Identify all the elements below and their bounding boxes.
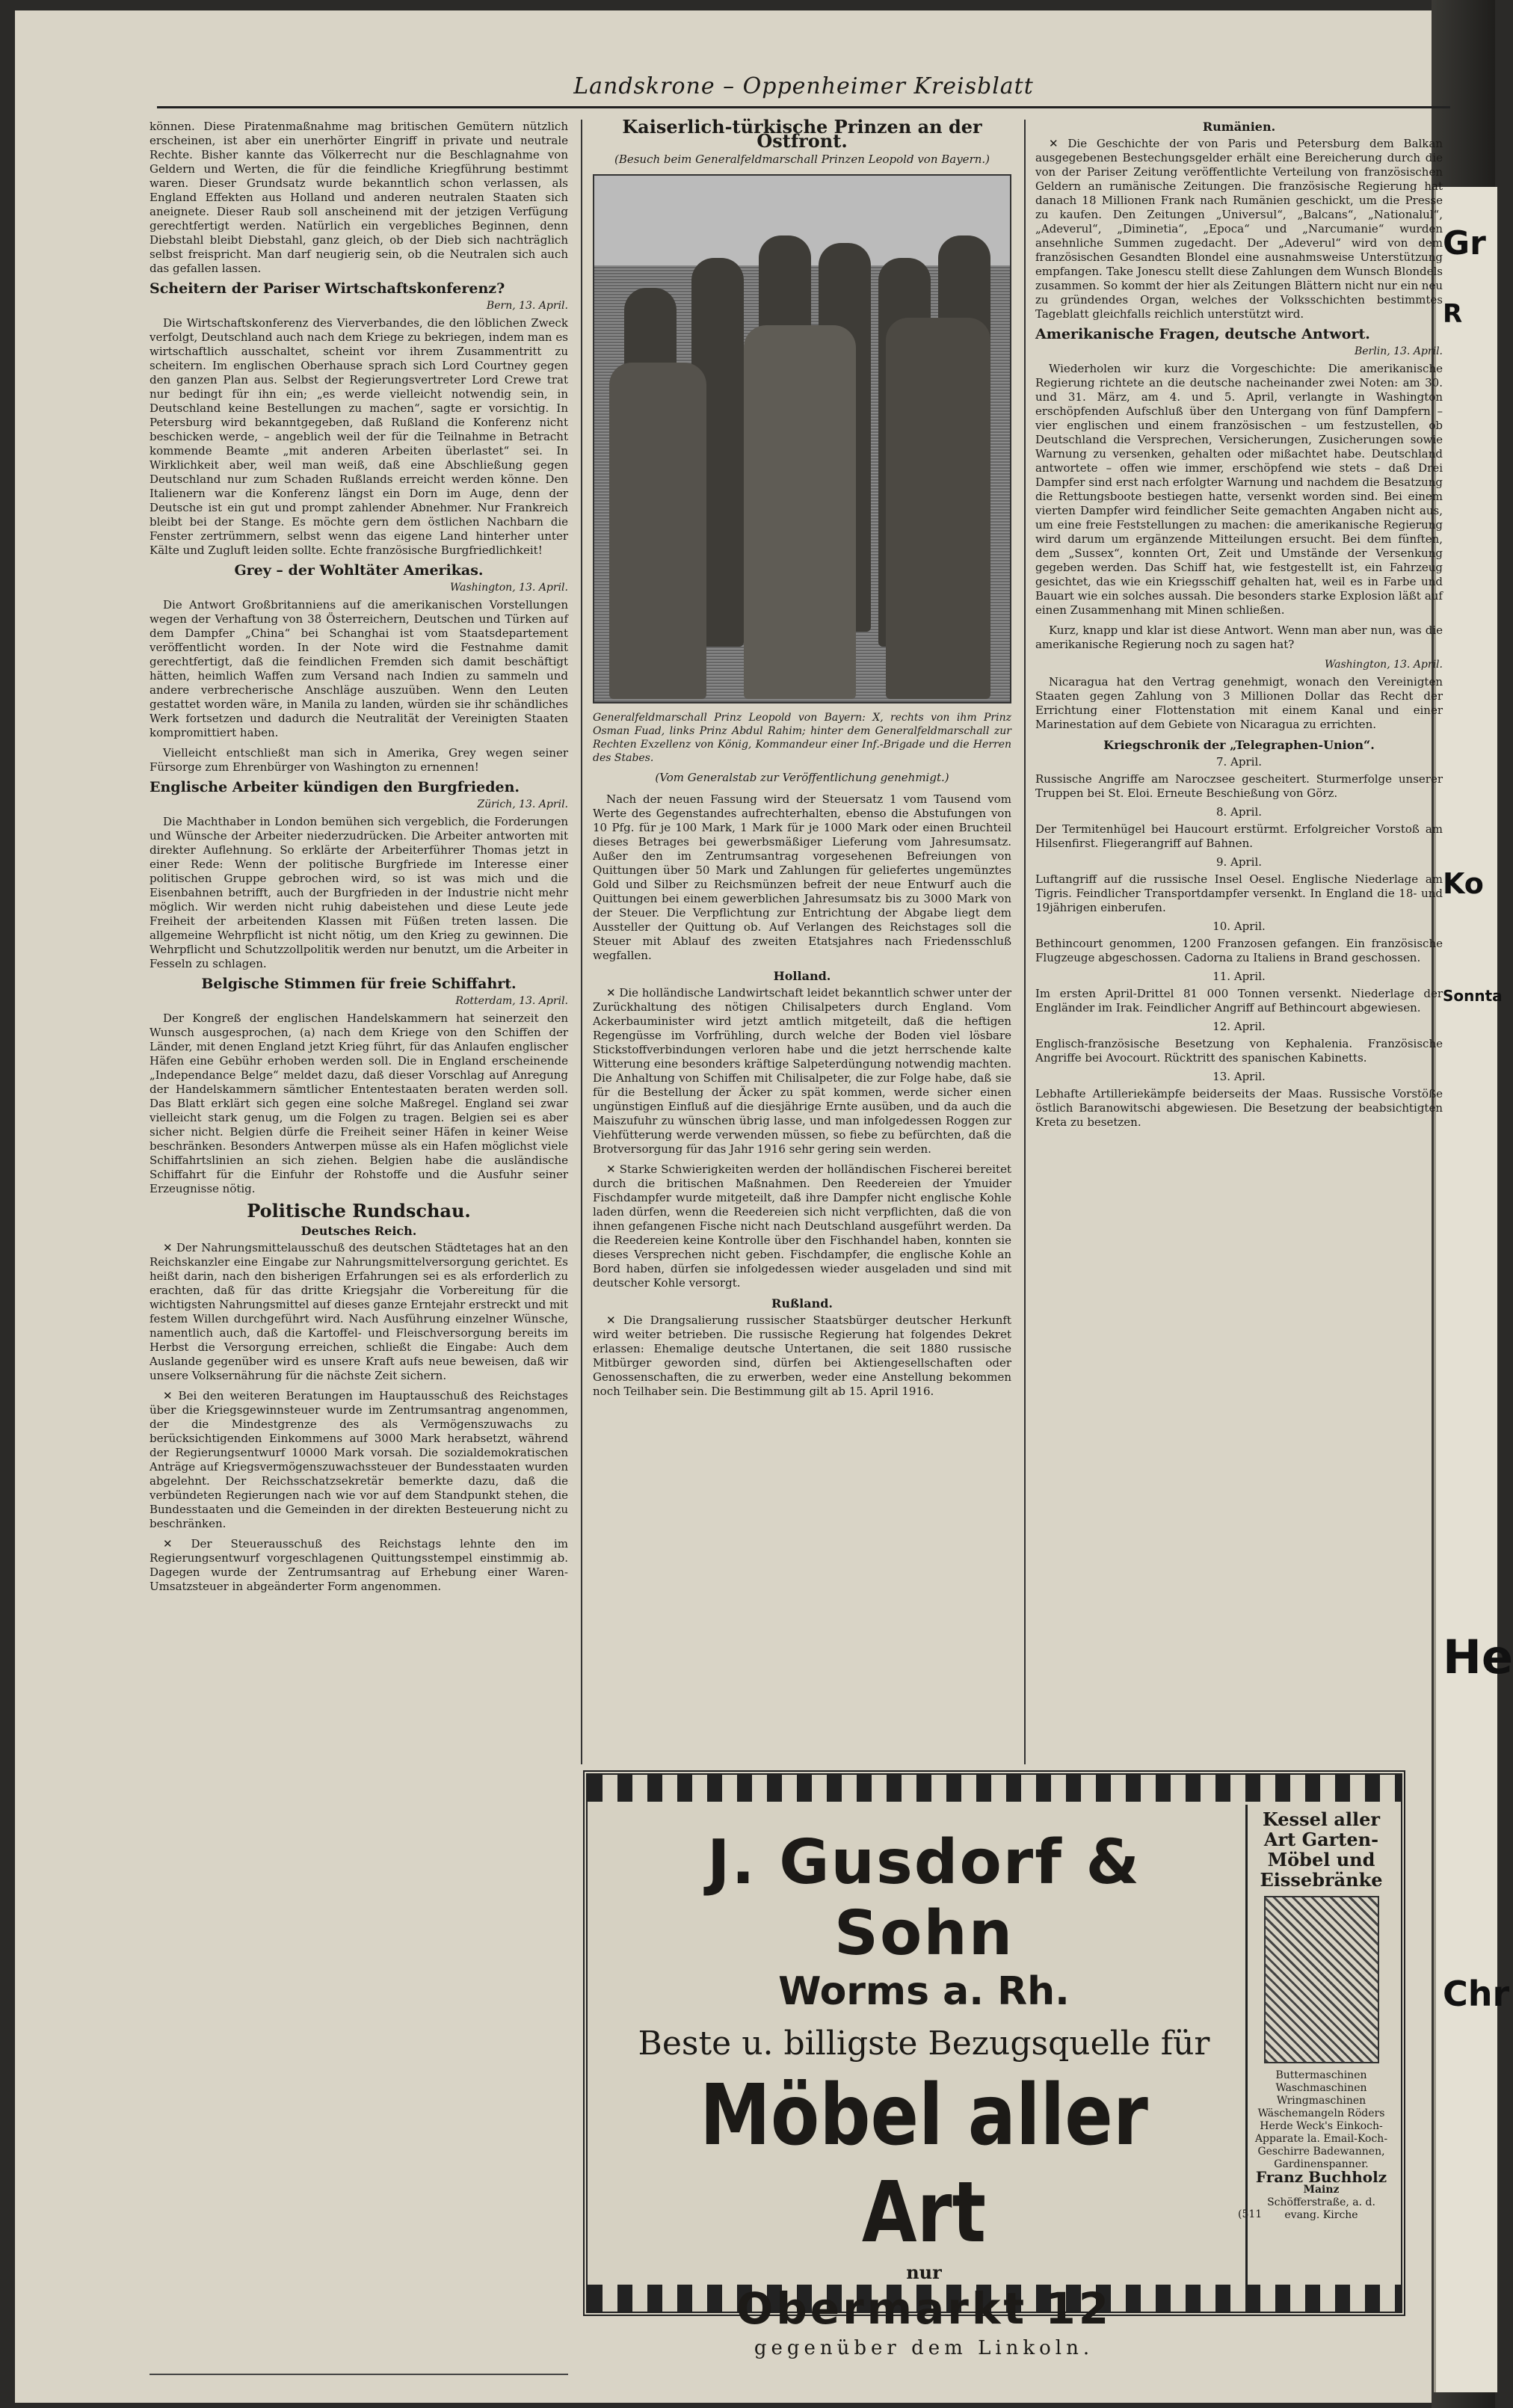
- chronicle-entry: Lebhafte Artilleriekämpfe beiderseits der Maas. Russische Vorstöße östlich Baranowitschi abgewiesen. Die Besetzung der beabsichtigten Kreta zu besetzen.: [1035, 1087, 1443, 1129]
- side-ad-brand: Franz Buchholz: [1255, 2168, 1387, 2186]
- chronicle-entry: Englisch-französische Besetzung von Kephalenia. Französische Angriffe bei Avocourt. Rücktritt des spanischen Kabinetts.: [1035, 1037, 1443, 1065]
- chronicle-date: 13. April.: [1212, 1070, 1266, 1083]
- ad-main: [617, 1820, 1230, 2359]
- ad-city: Worms a. Rh.: [778, 1969, 1070, 2014]
- article-text: Die Antwort Großbritanniens auf die amerikanischen Vorstellungen wegen der Verhaftung von 38 Österreichern, Deutschen und Türken auf dem Dampfer „China“ bei Schanghai ist vom Staatsdepartement veröffentlicht worden. In der Note wird die Festnahme damit gerechtfertigt, daß die feindlichen Fremden sich damit beschäftigt hätten, heimlich Waffen zum Versand nach Indien zu sammeln und andere verbrecherische Anschläge auszuüben. Wenn den Leuten gestattet worden wäre, in Manila zu landen, würden sie ihr schändliches Werk fortsetzen und dadurch die Neutralität der Vereinigten Staaten kompromittiert haben.: [150, 598, 568, 739]
- article-text: ✕ Bei den weiteren Beratungen im Hauptausschuß des Reichstages über die Kriegsgewinnsteuer wurde im Zentrumsantrag angenommen, der die Mindestgrenze des als Vermögenszuwachs zu berücksichtigenden Einkommens auf 3000 Mark herabsetzt, während der Regierungsentwurf 10000 Mark vorsah. Die sozialdemokratischen Anträge auf Kriegsvermögenszuwachssteuer der Bundesstaaten wurden abgelehnt. Der Reichsschatzsekretär bemerkte dazu, daß die verbündeten Regierungen nach wie vor auf dem Standpunkt stehen, die Bundesstaaten und die Gemeinden in der direkten Besteuerung nicht zu beschränken.: [150, 1389, 568, 1530]
- chronicle-date: 8. April.: [1215, 805, 1263, 819]
- photo-figure-front: [609, 363, 706, 699]
- article-headline: Kaiserlich-türkische Prinzen an der Ostfront.: [622, 116, 982, 152]
- column-end-rule: [150, 2374, 568, 2375]
- article-text: Nach der neuen Fassung wird der Steuersatz 1 vom Tausend vom Werte des Gegenstandes aufrechterhalten, ebenso die Abstufungen von 10 Pfg. für je 100 Mark, 1 Mark für je 1000 Mark oder einen Bruchteil dieses Betrages bei gewerbsmäßiger Lieferung vom Jahresumsatz. Außer den im Zentrumsantrag vorgesehenen Befreiungen von Quittungen über 50 Mark und Zahlungen für geliefertes ungemünztes Gold und Silber zu Reichsmünzen befreit der neue Entwurf auch die Quittungen bei einem gewerblichen Jahresumsatz bis zu 3000 Mark von der Steuer. Die Verpflichtung zur Entrichtung der Abgabe liegt dem Aussteller der Quittung ob. Auf Verlangen des Reichstages soll die Steuer mit Ablauf des zweiten Etatsjahres nach Friedensschluß wegfallen.: [593, 792, 1011, 962]
- next-page-fragment: Gr: [1443, 224, 1486, 262]
- photo-caption: Generalfeldmarschall Prinz Leopold von Bayern: X, rechts von ihm Prinz Osman Fuad, links Prinz Abdul Rahim; hinter dem Generalfeldmarschall zur Rechten Exzellenz von König, Kommandeur einer Inf.-Brigade und die Herren des Stabes.: [593, 712, 1011, 764]
- dateline: Rotterdam, 13. April.: [455, 995, 568, 1007]
- column-rule: [581, 120, 582, 1764]
- chronicle-date: 10. April.: [1212, 920, 1266, 933]
- article-headline: Scheitern der Pariser Wirtschaftskonferenz?: [150, 280, 505, 297]
- dateline: Bern, 13. April.: [486, 300, 568, 312]
- side-ad-title: Kessel aller Art Garten-Möbel und Eissebränke: [1260, 1808, 1383, 1891]
- next-page-fragment: Sonnta: [1443, 987, 1503, 1005]
- chronicle-date: 7. April.: [1215, 755, 1263, 769]
- chronicle-date: 12. April.: [1212, 1020, 1266, 1033]
- chronicle-entry: Bethincourt genommen, 1200 Franzosen gefangen. Ein französische Flugzeuge abgeschossen. Cadorna zu Italiens in Brand geschossen.: [1035, 937, 1443, 964]
- dateline: Washington, 13. April.: [449, 582, 568, 594]
- dateline: Zürich, 13. April.: [477, 798, 568, 810]
- chronicle-date: 9. April.: [1215, 855, 1263, 869]
- ad-location-note: gegenüber dem Linkoln.: [754, 2337, 1094, 2359]
- article-text: Die Machthaber in London bemühen sich vergeblich, die Forderungen und Wünsche der Arbeiter niederzudrücken. Die Arbeiter antworten mit direkter Auflehnung. So erklärte der Arbeiterführer Thomas jetzt in einer Rede: Wenn der politische Burgfriede im Interesse einer politischen Gruppe gebrochen wird, so ist was mich und die Eisenbahnen betrifft, auch der Burgfrieden in der Industrie nicht mehr möglich. Wir werden nicht ruhig dabeistehen und diese Leute jede Freiheit der arbeitenden Klassen mit Füßen treten lassen. Die allgemeine Wehrpflicht ist nicht nötig, um den Krieg zu gewinnen. Die Wehrpflicht und Schutzzollpolitik werden nur benutzt, um die Arbeiter in Fesseln zu schlagen.: [150, 815, 568, 970]
- article-headline: Grey – der Wohltäter Amerikas.: [234, 562, 484, 579]
- column-middle: [593, 116, 1011, 1764]
- section-subheadline: Rumänien.: [1202, 120, 1276, 134]
- article-text: ✕ Starke Schwierigkeiten werden der holländischen Fischerei bereitet durch die britischen Maßnahmen. Den Reedereien der Ymuider Fischdampfer wurde mitgeteilt, daß ihre Dampfer nicht englische Kohle laden dürfen, wenn die Reedereien sich nicht verpflichten, daß die von ihnen gefangenen Fische nicht nach Deutschland ausgeführt werden. Da die Reedereien keine Kontrolle über den Fischhandel haben, konnten sie dieses Versprechen nicht geben. Fischdampfer, die englische Kohle an Bord haben, dürfen sie infolgedessen wieder ausgeladen und sind mit deutscher Kohle versorgt.: [593, 1163, 1011, 1290]
- article-text: ✕ Die holländische Landwirtschaft leidet bekanntlich schwer unter der Zurückhaltung des nötigen Chilisalpeters durch England. Vom Ackerbauminister wird jetzt amtlich mitgeteilt, daß die heftigen Regengüsse im Vorfrühling, durch welche der Boden viel lösbare Stickstoffverbindungen verloren habe und die jetzt herrschende kalte Witterung eine besonders kräftige Salpeterdüngung notwendig machten. Die Anhaltung von Schiffen mit Chilisalpeter, die zur Folge habe, daß sie für die Bestellung der Äcker zu spät kommen, werde sicher einen ungünstigen Einfluß auf die diesjährige Ernte ausüben, und da auch die Maiszufuhr zu wünschen übrig lasse, und man infolgedessen Roggen zur Viehfütterung werde verwenden müssen, so fiebe zu befürchten, daß die Brotversorgung für das Jahr 1916 sehr gering sein werden.: [593, 986, 1011, 1156]
- ad-number: (511: [1238, 2208, 1263, 2220]
- article-headline: Englische Arbeiter kündigen den Burgfrieden.: [150, 779, 520, 795]
- side-ad-address: Schöfferstraße, a. d. evang. Kirche: [1267, 2196, 1375, 2221]
- article-text: Der Kongreß der englischen Handelskammern hat seinerzeit den Wunsch ausgesprochen, (a) nach dem Kriege von den Schiffen der Länder, mit denen England jetzt Krieg führt, für das Anlaufen englischer Häfen eine Gebühr erhoben werden soll. Die in England erscheinende „Independance Belge“ meldet dazu, daß dieser Vorschlag auf Anregung der Handelskammern sämtlicher Ententestaaten beraten werden soll. Das Blatt erklärt sich gegen eine solche Maßregel. England sei zwar vielleicht stark genug, um die Folgen zu tragen. Belgien sei es aber sicher nicht. Belgien dürfe die Freiheit seiner Häfen in keiner Weise beschränken. Besonders Antwerpen müsse als ein Hafen möglichst viele Schiffahrtslinien an sich ziehen. Belgien habe die ausländische Schiffahrt für die Einfuhr der Rohstoffe und die Ausfuhr seiner Erzeugnisse nötig.: [150, 1011, 568, 1195]
- masthead: [157, 66, 1450, 108]
- dateline: Washington, 13. April.: [1324, 659, 1443, 671]
- ad-nur: nur: [906, 2261, 942, 2283]
- ad-tagline: Beste u. billigste Bezugsquelle für: [638, 2024, 1210, 2063]
- side-ad-city: Mainz: [1303, 2184, 1340, 2196]
- next-page-fragment: Chr: [1443, 1974, 1510, 2014]
- next-page-fragment: He: [1443, 1630, 1513, 1684]
- chronicle-entry: Russische Angriffe am Naroczsee gescheitert. Sturmerfolge unserer Truppen bei St. Eloi. Erneute Beschießung von Görz.: [1035, 772, 1443, 800]
- column-right: [1035, 120, 1443, 1929]
- article-subtitle: (Besuch beim Generalfeldmarschall Prinzen Leopold von Bayern.): [614, 153, 990, 166]
- dateline: Berlin, 13. April.: [1354, 345, 1443, 357]
- photo-figure-front: [744, 325, 856, 699]
- masthead-title: Landskrone – Oppenheimer Kreisblatt: [573, 73, 1034, 99]
- article-text: ✕ Die Geschichte der von Paris und Petersburg dem Balkan ausgegebenen Bestechungsgelder erhält eine Bereicherung durch die von der Pariser Zeitung veröffentlichte Verteilung von französischen Geldern an rumänische Zeitungen. Die französische Regierung hat danach 18 Millionen Frank nach Rumänien geschickt, um die Presse zu kaufen. Den Zeitungen „Universul“, „Balcans“, „Nationalul“, „Adeverul“, „Diminetia“, „Epoca“ und „Narcumanie“ wurden ansehnliche Summen zugedacht. Der „Adeverul“ wird von dem französischen Gesandten Blondel eine ausnahmsweise Unterstützung empfangen. Take Jonescu stellt diese Zahlungen dem Wunsch Blondels zusammen. So kommt der hier als Zeitungen Blättern nicht nur ein neu zu gründendes Organ, welches der Volksschichten bestimmtes Tageblatt gleichfalls reichlich unterstützt wird.: [1035, 137, 1443, 321]
- advertisement: [583, 1770, 1405, 2359]
- chronicle-date: 11. April.: [1212, 970, 1266, 983]
- section-subheadline: Rußland.: [771, 1296, 833, 1311]
- ad-company-name: J. Gusdorf & Sohn: [707, 1827, 1141, 1969]
- article-text: Kurz, knapp und klar ist diese Antwort. Wenn man aber nun, was die amerikanische Regierung noch zu sagen hat?: [1035, 623, 1443, 651]
- ad-headline: Möbel aller Art: [700, 2067, 1148, 2261]
- side-advertisement: [1245, 1805, 1395, 2291]
- side-ad-items: Buttermaschinen Waschmaschinen Wringmaschinen Wäschemangeln Röders Herde Weck's Einkoch-Apparate la. Email-Koch-Geschirre Badewannen, Gardinenspanner.: [1254, 2069, 1388, 2170]
- section-subheadline: Deutsches Reich.: [301, 1224, 417, 1238]
- photo-figure-front: [886, 318, 990, 699]
- section-subheadline: Kriegschronik der „Telegraphen-Union“.: [1103, 738, 1375, 752]
- article-headline: Amerikanische Fragen, deutsche Antwort.: [1035, 326, 1370, 342]
- article-text: Vielleicht entschließt man sich in Amerika, Grey wegen seiner Fürsorge zum Ehrenbürger von Washington zu ernennen!: [150, 746, 568, 774]
- chronicle-entry: Luftangriff auf die russische Insel Oesel. Englische Niederlage am Tigris. Feindlicher Transportdampfer versenkt. In England die 18- und 19jährigen einberufen.: [1035, 872, 1443, 914]
- article-headline: Belgische Stimmen für freie Schiffahrt.: [201, 976, 517, 992]
- next-page-fragment: R: [1443, 299, 1463, 329]
- section-headline: Politische Rundschau.: [247, 1200, 471, 1222]
- chronicle-entry: Im ersten April-Drittel 81 000 Tonnen versenkt. Niederlage der Engländer im Irak. Feindlicher Angriff auf Bethincourt abgewiesen.: [1035, 987, 1443, 1014]
- article-text: Wiederholen wir kurz die Vorgeschichte: Die amerikanische Regierung richtete an die deutsche nacheinander zwei Noten: am 30. und 31. März, am 4. und 5. April, verlangte in Washington erschöpfenden Aufschluß über den Untergang von fünf Dampfern – vier englischen und einem französischen – um festzustellen, ob Deutschland die Versprechen, Versicherungen, Zusicherungen sowie Warnung zu versenken, gehalten oder mißachtet habe. Deutschland antwortete – offen wie immer, erschöpfend wie stets – daß Drei Dampfer sind erst nach erfolgter Warnung und nachdem die Besatzung die Rettungsboote bestiegen hatte, versenkt worden sind. Bei einem vierten Dampfer wird feindlicher Seite gemachten Angaben nicht aus, um eine freie Feststellungen zu machen: die amerikanische Regierung wird darum um ergänzende Mitteilungen ersucht. Bei dem fünften, dem „Sussex“, konnten Ort, Zeit und Umstände der Versenkung gegeben werden. Das Schiff hat, wie festgestellt ist, ein Fahrzeug gesichtet, das wie ein Kriegsschiff gehalten hat, weil es in Farbe und Bauart wie ein solches aussah. Die besonders starke Explosion läßt auf einen Zusammenhang mit Minen schließen.: [1035, 362, 1443, 617]
- article-text: Nicaragua hat den Vertrag genehmigt, wonach den Vereinigten Staaten gegen Zahlung von 3 Millionen Dollar das Recht der Errichtung einer Flottenstation mit einem Kanal und einer Marinestation auf dem Gebiete von Nicaragua zu errichten.: [1035, 675, 1443, 731]
- group-photograph: [593, 174, 1011, 703]
- war-chronicle: [1035, 755, 1443, 1130]
- photo-credit: (Vom Generalstab zur Veröffentlichung genehmigt.): [655, 771, 949, 784]
- chronicle-entry: Der Termitenhügel bei Haucourt erstürmt. Erfolgreicher Vorstoß am Hilsenfirst. Fliegerangriff auf Bahnen.: [1035, 822, 1443, 850]
- ad-border-ornament: [588, 1775, 1401, 1802]
- article-text: Die Wirtschaftskonferenz des Vierverbandes, die den löblichen Zweck verfolgt, Deutschland auch nach dem Kriege zu bekriegen, indem man es wirtschaftlich ausschaltet, scheint vor ihrem Zusammentritt zu scheitern. Im englischen Oberhause sprach sich Lord Courtney gegen den ganzen Plan aus. Selbst der Regierungsvertreter Lord Crewe trat nur bedingt für ihn ein; „es werde vielleicht notwendig sein, in Deutschland keine Bestellungen zu machen“, sagte er vorsichtig. In Petersburg wird bekanntgegeben, daß Rußland die Konferenz nicht beschicken werde, – angeblich weil der für die Teilnahme in Betracht kommende Beamte „mit anderen Arbeiten überlastet“ sei. In Wirklichkeit aber, weil man weiß, daß eine Abschließung gegen Deutschland nur zum Schaden Rußlands erreicht werden könne. Den Italienern war die Konferenz längst ein Dorn im Auge, denn der Deutsche ist ein gut und prompt zahlender Abnehmer. Nur Frankreich bleibt bei der Stange. Es möchte gern dem östlichen Nachbarn die Fenster zertrümmern, selbst wenn das eigene Land hinterher unter Kälte und Zugluft leiden sollte. Echte französische Burgfriedlichkeit!: [150, 316, 568, 557]
- article-text: ✕ Die Drangsalierung russischer Staatsbürger deutscher Herkunft wird weiter betrieben. Die russische Regierung hat folgendes Dekret erlassen: Ehemalige deutsche Untertanen, die seit 1880 russische Mitbürger geworden sind, dürfen bei Aktiengesellschaften oder Genossenschaften, die zu erwerben, weder eine Anstellung bekommen noch Teilhaber sein. Die Bestimmung gilt ab 15. April 1916.: [593, 1314, 1011, 1398]
- garden-furniture-illustration: [1264, 1896, 1379, 2063]
- section-subheadline: Holland.: [773, 969, 831, 983]
- next-page-fragment: Ko: [1443, 867, 1484, 900]
- next-page-edge: [1434, 187, 1497, 2392]
- column-left: [150, 120, 568, 2370]
- article-text: ✕ Der Steuerausschuß des Reichstags lehnte den im Regierungsentwurf vorgeschlagenen Quittungsstempel einstimmig ab. Dagegen wurde der Zentrumsantrag auf Erhebung einer Waren-Umsatzsteuer in abgeänderter Form angenommen.: [150, 1537, 568, 1593]
- article-text: können. Diese Piratenmaßnahme mag britischen Gemütern nützlich erscheinen, ist aber ein unerhörter Eingriff in private und neutrale Rechte. Bisher kannte das Völkerrecht nur die Beschlagnahme von Geldern und Werten, die für die feindliche Kriegführung bestimmt waren. Dieser Grundsatz wurde bekanntlich schon verlassen, als England Effekten aus Holland und anderen neutralen Staaten sich aneignete. Dieser Raub soll anscheinend mit der jetzigen Verfügung gerechtfertigt werden. Natürlich ein vergebliches Beginnen, denn Diebstahl bleibt Diebstahl, ganz gleich, ob der Dieb sich nachträglich selbst freispricht. Man darf neugierig sein, ob die Neutralen sich auch das gefallen lassen.: [150, 120, 568, 275]
- article-text: ✕ Der Nahrungsmittelausschuß des deutschen Städtetages hat an den Reichskanzler eine Eingabe zur Nahrungsmittelversorgung gerichtet. Es heißt darin, nach den bisherigen Erfahrungen sei es als erforderlich zu erachten, daß für das dritte Kriegsjahr die Vorbereitung für die wichtigsten Nahrungsmittel auf dieses ganze Erntejahr erstreckt und mit festem Willen durchgeführt wird. Nach Ausführung einzelner Wünsche, namentlich auch, daß die Kartoffel- und Fleischversorgung bereits im Herbst die Versorgung erreichen, schließt die Eingabe: Auch dem Auslande gegenüber wird es unsere Kraft aufs neue beweisen, daß wir unsere Volksernährung für die nächste Zeit sichern.: [150, 1241, 568, 1382]
- column-rule: [1024, 120, 1026, 1764]
- ad-address: Obermarkt 12: [736, 2283, 1112, 2334]
